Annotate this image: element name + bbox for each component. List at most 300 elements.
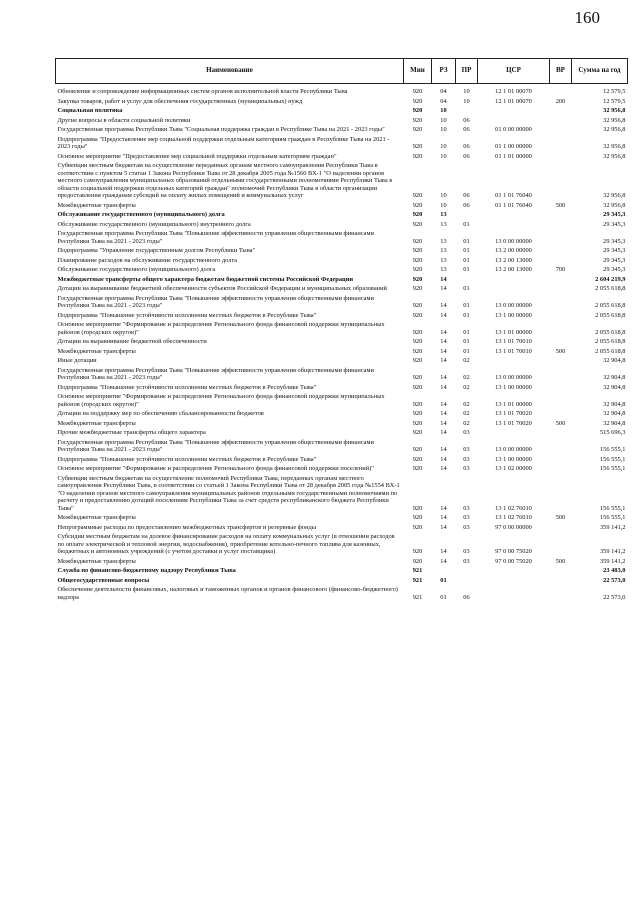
- cell-sum: 2 604 219,9: [595, 275, 626, 283]
- cell-name: Дотации на выравнивание бюджетной обеспеченности: [57, 338, 207, 345]
- cell-vr: [550, 585, 572, 602]
- cell-sum: 29 345,3: [603, 237, 626, 245]
- cell-rz: 01: [440, 576, 447, 584]
- cell-sum: 2 055 618,8: [595, 347, 626, 355]
- cell-name: Прочие межбюджетные трансферты общего характера: [57, 429, 206, 436]
- cell-pr: 06: [463, 116, 470, 124]
- cell-pr: 01: [463, 220, 470, 228]
- cell-sum: 12 579,5: [603, 97, 626, 105]
- cell-min: 920: [412, 400, 423, 408]
- cell-vr: [550, 311, 572, 321]
- table-row: [56, 320, 628, 337]
- cell-name: Субвенции местным бюджетам на осуществление переданных органам местного самоуправления Республики Тыва в соответствии с пунктом 5 статьи 1 Закона Республики Тыва от 28 декабря 2005 года №1560 ВХ-1 "О наделении органов местного самоуправления муниципальных образований отдельными государственными полномочиями Республики Тыва в области социальной поддержки отдельных категорий граждан" полномочий Республики Тыва в области организации предоставления гражданам субсидий на оплату жилых помещений и коммунальных услуг: [57, 162, 393, 199]
- cell-pr: 01: [463, 266, 470, 273]
- cell-rz: 14: [440, 311, 447, 319]
- cell-name: Государственная программа Республики Тыва "Повышение эффективности управления общественными финансами Республики Тыва на 2021 - 2023 годы": [57, 294, 374, 309]
- cell-name: Межбюджетные трансферты: [57, 557, 136, 565]
- cell-rz: 14: [440, 514, 447, 521]
- cell-rz: 10: [440, 116, 447, 124]
- table-row: [56, 125, 628, 135]
- cell-pr: 03: [463, 429, 470, 436]
- table-row: [56, 116, 628, 126]
- cell-vr: [550, 84, 572, 97]
- cell-pr: 06: [463, 126, 470, 133]
- cell-vr: 500: [555, 557, 566, 565]
- cell-pr: 02: [463, 419, 470, 427]
- cell-pr: [456, 106, 478, 116]
- cell-sum: 156 555,1: [599, 514, 626, 521]
- table-row: [56, 275, 628, 285]
- header-sum: Сумма на год: [572, 59, 628, 84]
- cell-csr: 13 1 01 70010: [495, 338, 532, 345]
- cell-csr: 97 0 00 00000: [495, 523, 532, 531]
- table-row: [56, 392, 628, 409]
- table-row: [56, 513, 628, 523]
- cell-vr: [550, 152, 572, 162]
- cell-pr: [456, 566, 478, 576]
- cell-min: 921: [412, 567, 423, 574]
- cell-csr: 13 2 00 00000: [495, 247, 532, 254]
- cell-sum: 29 345,3: [603, 211, 626, 218]
- table-row: [56, 294, 628, 311]
- cell-rz: 10: [440, 107, 447, 114]
- cell-min: 920: [412, 201, 423, 209]
- cell-min: 920: [412, 152, 423, 160]
- cell-rz: 14: [440, 285, 447, 292]
- cell-vr: [550, 294, 572, 311]
- cell-name: Служба по финансово-бюджетному надзору Республики Тыва: [57, 567, 236, 574]
- cell-name: Межбюджетные трансферты: [57, 419, 136, 427]
- cell-rz: [432, 566, 456, 576]
- cell-rz: 14: [440, 548, 447, 555]
- cell-sum: 156 555,1: [599, 455, 626, 463]
- cell-min: 920: [412, 266, 423, 273]
- cell-rz: 13: [440, 237, 447, 245]
- cell-csr: [478, 356, 550, 366]
- cell-rz: 14: [440, 410, 447, 417]
- cell-rz: 10: [440, 143, 447, 150]
- cell-min: 920: [412, 107, 423, 114]
- cell-csr: 13 1 01 70020: [495, 419, 532, 427]
- cell-rz: 14: [440, 557, 447, 565]
- cell-csr: 01 1 01 00000: [495, 152, 532, 160]
- cell-csr: 97 0 00 75020: [495, 557, 532, 565]
- cell-rz: 14: [440, 338, 447, 345]
- cell-min: 920: [412, 116, 423, 124]
- cell-min: 920: [412, 311, 423, 319]
- table-row: [56, 356, 628, 366]
- cell-vr: 500: [555, 347, 566, 355]
- cell-pr: 06: [463, 192, 470, 199]
- cell-sum: 2 055 618,8: [595, 311, 626, 319]
- cell-name: Основное мероприятие "Предоставление мер социальной поддержки отдельным категориям граждан": [57, 152, 337, 160]
- cell-min: 920: [412, 220, 423, 228]
- table-row: [56, 246, 628, 256]
- cell-vr: [550, 523, 572, 533]
- cell-rz: 10: [440, 201, 447, 209]
- cell-sum: 359 141,2: [599, 548, 626, 555]
- table-row: [56, 106, 628, 116]
- cell-min: 920: [412, 429, 423, 436]
- cell-min: 920: [412, 465, 423, 472]
- cell-min: 921: [412, 576, 423, 584]
- cell-name: Другие вопросы в области социальной политики: [57, 116, 191, 124]
- header-pr: ПР: [456, 59, 478, 84]
- cell-sum: 156 555,1: [599, 465, 626, 472]
- cell-sum: 29 345,3: [603, 247, 626, 254]
- cell-vr: [550, 532, 572, 557]
- cell-min: 920: [412, 256, 423, 264]
- cell-name: Обслуживание государственного (муниципального) долга: [57, 266, 216, 273]
- cell-csr: [478, 116, 550, 126]
- cell-csr: [478, 284, 550, 294]
- cell-min: 920: [412, 514, 423, 521]
- cell-vr: 500: [555, 201, 566, 209]
- cell-vr: [550, 428, 572, 438]
- header-csr: ЦСР: [478, 59, 550, 84]
- cell-csr: 13 1 02 76010: [495, 504, 532, 512]
- page-number: 160: [574, 8, 600, 27]
- cell-csr: 01 1 01 76040: [495, 201, 532, 209]
- cell-pr: 06: [463, 593, 470, 601]
- cell-name: Дотации на поддержку мер по обеспечению сбалансированности бюджетов: [57, 410, 264, 417]
- cell-pr: 01: [463, 302, 470, 309]
- cell-name: Основное мероприятие "Формирование и распределение Регионального фонда финансовой поддержки поселений)": [57, 465, 374, 472]
- table-header-row: [56, 59, 628, 84]
- cell-rz: 13: [440, 220, 447, 228]
- cell-pr: 01: [463, 285, 470, 292]
- cell-sum: 32 904,8: [603, 400, 626, 408]
- table-row: [56, 557, 628, 567]
- cell-csr: 13 1 01 00000: [495, 328, 532, 336]
- cell-sum: 156 555,1: [599, 504, 626, 512]
- cell-sum: 2 055 618,8: [595, 302, 626, 309]
- cell-csr: 13 1 00 00000: [495, 383, 532, 391]
- cell-vr: [550, 220, 572, 230]
- cell-csr: 13 0 00 00000: [495, 446, 532, 453]
- cell-min: 920: [412, 275, 423, 283]
- budget-table: [55, 58, 628, 602]
- cell-vr: [550, 135, 572, 152]
- cell-pr: 03: [463, 514, 470, 521]
- header-name: Наименование: [56, 59, 404, 84]
- cell-name: Субсидии местным бюджетам на долевое финансирование расходов на оплату коммунальных услуг (в отношении расходов по оплате электрической и тепловой энергии, водоснабжения), приобретение котельно-печного топлива для казенных, бюджетных и автономных учреждений (с учетом доставки и услуг поставщика): [57, 533, 395, 555]
- cell-min: 920: [412, 285, 423, 292]
- cell-sum: 32 956,8: [603, 201, 626, 209]
- cell-min: 920: [412, 455, 423, 463]
- cell-vr: [550, 392, 572, 409]
- cell-name: Государственная программа Республики Тыва "Повышение эффективности управления общественными финансами Республики Тыва на 2021 - 2023 годы": [57, 438, 374, 453]
- cell-sum: 32 956,8: [603, 192, 626, 199]
- cell-pr: 10: [463, 88, 470, 95]
- cell-csr: [478, 275, 550, 285]
- cell-csr: 13 1 01 70020: [495, 410, 532, 417]
- cell-vr: [550, 246, 572, 256]
- header-min: Мин: [404, 59, 432, 84]
- cell-csr: 13 0 00 00000: [495, 374, 532, 381]
- cell-name: Межбюджетные трансферты: [57, 201, 136, 209]
- cell-min: 920: [412, 247, 423, 254]
- cell-vr: [550, 455, 572, 465]
- table-row: [56, 383, 628, 393]
- cell-rz: 14: [440, 328, 447, 336]
- table-row: [56, 438, 628, 455]
- table-row: [56, 464, 628, 474]
- table-row: [56, 256, 628, 266]
- cell-sum: 359 141,2: [599, 557, 626, 565]
- cell-name: Государственная программа Республики Тыва "Повышение эффективности управления общественными финансами Республики Тыва на 2021 - 2023 годы": [57, 366, 374, 381]
- table-row: [56, 97, 628, 107]
- cell-csr: 13 1 01 00000: [495, 400, 532, 408]
- table-row: [56, 585, 628, 602]
- cell-sum: 359 141,2: [599, 523, 626, 531]
- cell-pr: [456, 275, 478, 285]
- cell-pr: 01: [463, 247, 470, 254]
- cell-csr: 13 2 00 13000: [495, 256, 532, 264]
- cell-vr: [550, 125, 572, 135]
- cell-rz: 13: [440, 211, 447, 218]
- cell-pr: 06: [463, 201, 470, 209]
- cell-vr: [550, 210, 572, 220]
- cell-rz: 10: [440, 192, 447, 199]
- cell-name: Подпрограмма "Управление государственным долгом Республики Тыва": [57, 247, 256, 254]
- cell-pr: 01: [463, 347, 470, 355]
- cell-pr: 02: [463, 383, 470, 391]
- cell-min: 920: [412, 357, 423, 364]
- header-rz: РЗ: [432, 59, 456, 84]
- table-row: [56, 337, 628, 347]
- cell-vr: [550, 366, 572, 383]
- table-row: [56, 347, 628, 357]
- cell-vr: 200: [555, 97, 566, 105]
- cell-sum: 32 904,8: [603, 357, 626, 364]
- cell-min: 920: [412, 237, 423, 245]
- cell-pr: 03: [463, 504, 470, 512]
- cell-csr: 97 0 00 75020: [495, 548, 532, 555]
- cell-sum: 22 573,0: [603, 576, 626, 584]
- cell-csr: [478, 220, 550, 230]
- cell-csr: 13 1 00 00000: [495, 311, 532, 319]
- table-row: [56, 201, 628, 211]
- table-row: [56, 311, 628, 321]
- cell-min: 920: [412, 523, 423, 531]
- cell-min: 920: [412, 143, 423, 150]
- table-row: [56, 455, 628, 465]
- cell-pr: 01: [463, 311, 470, 319]
- cell-csr: 13 1 00 00000: [495, 455, 532, 463]
- cell-pr: 02: [463, 400, 470, 408]
- cell-name: Иные дотации: [57, 357, 97, 364]
- cell-sum: 2 055 618,8: [595, 328, 626, 336]
- cell-name: Обновление и сопровождение информационных систем органов исполнительной власти Республики Тыва: [57, 88, 348, 95]
- cell-vr: [550, 409, 572, 419]
- cell-vr: [550, 474, 572, 514]
- cell-name: Подпрограмма "Повышение устойчивости исполнения местных бюджетов в Республике Тыва": [57, 455, 317, 463]
- cell-csr: 01 1 00 00000: [495, 143, 532, 150]
- cell-sum: 32 904,8: [603, 383, 626, 391]
- cell-name: Обслуживание государственного (муниципального) внутреннего долга: [57, 220, 251, 228]
- cell-name: Основное мероприятие "Формирование и распределение Регионального фонда финансовой поддержки муниципальных районов (городских округов)": [57, 393, 385, 408]
- cell-pr: [456, 576, 478, 586]
- cell-rz: 14: [440, 400, 447, 408]
- table-row: [56, 428, 628, 438]
- cell-vr: [550, 356, 572, 366]
- cell-vr: [550, 116, 572, 126]
- cell-csr: 13 1 01 70010: [495, 347, 532, 355]
- cell-vr: [550, 256, 572, 266]
- cell-pr: 02: [463, 410, 470, 417]
- cell-min: 920: [412, 192, 423, 199]
- cell-csr: 12 1 01 00070: [495, 97, 532, 105]
- cell-rz: 04: [440, 97, 447, 105]
- cell-min: 920: [412, 126, 423, 133]
- cell-csr: [478, 210, 550, 220]
- cell-sum: 29 345,3: [603, 256, 626, 264]
- table-row: [56, 284, 628, 294]
- cell-pr: 03: [463, 523, 470, 531]
- cell-pr: 03: [463, 446, 470, 453]
- cell-sum: 2 055 618,8: [595, 338, 626, 345]
- cell-sum: 32 956,8: [603, 152, 626, 160]
- table-row: [56, 210, 628, 220]
- cell-name: Обслуживание государственного (муниципального) долга: [57, 211, 225, 218]
- table-row: [56, 409, 628, 419]
- table-row: [56, 220, 628, 230]
- cell-rz: 14: [440, 419, 447, 427]
- cell-rz: 14: [440, 429, 447, 436]
- table-row: [56, 84, 628, 97]
- cell-vr: 700: [555, 266, 566, 273]
- cell-min: 920: [412, 88, 423, 95]
- cell-name: Подпрограмма "Предоставление мер социальной поддержки отдельным категориям граждан в Республике Тыва на 2021 - 2023 годы": [57, 135, 390, 150]
- cell-name: Межбюджетные трансферты: [57, 347, 136, 355]
- cell-sum: 32 904,8: [603, 410, 626, 417]
- cell-pr: 02: [463, 374, 470, 381]
- cell-pr: 10: [463, 97, 470, 105]
- cell-pr: 03: [463, 548, 470, 555]
- table-body: [56, 84, 628, 603]
- cell-pr: 03: [463, 557, 470, 565]
- cell-csr: 13 0 00 00000: [495, 302, 532, 309]
- cell-name: Основное мероприятие "Формирование и распределение Регионального фонда финансовой поддержки муниципальных районов (городских округов)": [57, 321, 385, 336]
- table-row: [56, 419, 628, 429]
- cell-csr: 13 0 00 00000: [495, 237, 532, 245]
- table-row: [56, 152, 628, 162]
- cell-sum: 29 345,3: [603, 220, 626, 228]
- cell-pr: [456, 210, 478, 220]
- cell-rz: 04: [440, 88, 447, 95]
- cell-pr: 01: [463, 328, 470, 336]
- cell-vr: [550, 275, 572, 285]
- cell-name: Обеспечение деятельности финансовых, налоговых и таможенных органов и органов финансового (финансово-бюджетного) надзора: [57, 586, 398, 601]
- cell-min: 920: [412, 548, 423, 555]
- cell-sum: 32 904,8: [603, 419, 626, 427]
- cell-min: 920: [412, 97, 423, 105]
- cell-rz: 13: [440, 256, 447, 264]
- cell-name: Государственная программа Республики Тыва "Социальная поддержка граждан в Республике Тыва на 2021 - 2023 годы": [57, 126, 385, 133]
- cell-vr: [550, 383, 572, 393]
- cell-pr: 03: [463, 465, 470, 472]
- cell-min: 920: [412, 446, 423, 453]
- cell-csr: 01 0 00 00000: [495, 126, 532, 133]
- cell-csr: 13 1 02 76010: [495, 514, 532, 521]
- cell-pr: 03: [463, 455, 470, 463]
- header-vr: ВР: [550, 59, 572, 84]
- cell-pr: 01: [463, 338, 470, 345]
- cell-min: 920: [412, 383, 423, 391]
- cell-name: Межбюджетные трансферты общего характера бюджетам бюджетной системы Российской Федерации: [57, 275, 354, 283]
- cell-vr: [550, 464, 572, 474]
- cell-pr: 01: [463, 256, 470, 264]
- cell-min: 920: [412, 302, 423, 309]
- cell-sum: 156 555,1: [599, 446, 626, 453]
- cell-min: 920: [412, 328, 423, 336]
- cell-sum: 23 483,0: [603, 567, 626, 574]
- cell-pr: 02: [463, 357, 470, 364]
- cell-csr: [478, 106, 550, 116]
- cell-sum: 32 956,8: [603, 107, 626, 114]
- cell-name: Планирование расходов на обслуживание государственного долга: [57, 256, 237, 264]
- cell-name: Социальная политика: [57, 107, 123, 114]
- cell-rz: 14: [440, 383, 447, 391]
- cell-csr: [478, 585, 550, 602]
- cell-vr: [550, 576, 572, 586]
- cell-rz: 13: [440, 247, 447, 254]
- cell-sum: 12 579,5: [603, 88, 626, 95]
- table-row: [56, 532, 628, 557]
- cell-csr: 13 2 00 13000: [495, 266, 532, 273]
- cell-sum: 32 956,8: [603, 143, 626, 150]
- table-row: [56, 366, 628, 383]
- cell-rz: 14: [440, 465, 447, 472]
- cell-name: Государственная программа Республики Тыва "Повышение эффективности управления общественными финансами Республики Тыва на 2021 - 2023 годы": [57, 230, 374, 245]
- cell-min: 920: [412, 419, 423, 427]
- cell-rz: 10: [440, 126, 447, 133]
- table-row: [56, 229, 628, 246]
- cell-rz: 14: [440, 357, 447, 364]
- cell-pr: 06: [463, 143, 470, 150]
- cell-min: 920: [412, 410, 423, 417]
- cell-vr: [550, 337, 572, 347]
- cell-rz: 14: [440, 302, 447, 309]
- cell-csr: 01 1 01 76040: [495, 192, 532, 199]
- table-row: [56, 135, 628, 152]
- cell-vr: [550, 438, 572, 455]
- cell-rz: 14: [440, 455, 447, 463]
- cell-csr: [478, 576, 550, 586]
- cell-pr: 06: [463, 152, 470, 160]
- cell-sum: 32 956,8: [603, 116, 626, 124]
- cell-vr: [550, 284, 572, 294]
- cell-csr: 13 1 02 00000: [495, 465, 532, 472]
- table-row: [56, 576, 628, 586]
- cell-name: Межбюджетные трансферты: [57, 514, 136, 521]
- cell-pr: 01: [463, 237, 470, 245]
- cell-min: 920: [412, 347, 423, 355]
- cell-sum: 515 696,3: [599, 429, 626, 436]
- cell-min: 921: [412, 593, 423, 601]
- table-row: [56, 566, 628, 576]
- cell-rz: 14: [440, 504, 447, 512]
- cell-name: Подпрограмма "Повышение устойчивости исполнения местных бюджетов в Республике Тыва": [57, 311, 317, 319]
- cell-vr: 500: [555, 419, 566, 427]
- cell-rz: 14: [440, 374, 447, 381]
- table-row: [56, 523, 628, 533]
- cell-min: 920: [412, 557, 423, 565]
- table-row: [56, 161, 628, 201]
- cell-sum: 2 055 618,8: [595, 285, 626, 292]
- cell-rz: 14: [440, 347, 447, 355]
